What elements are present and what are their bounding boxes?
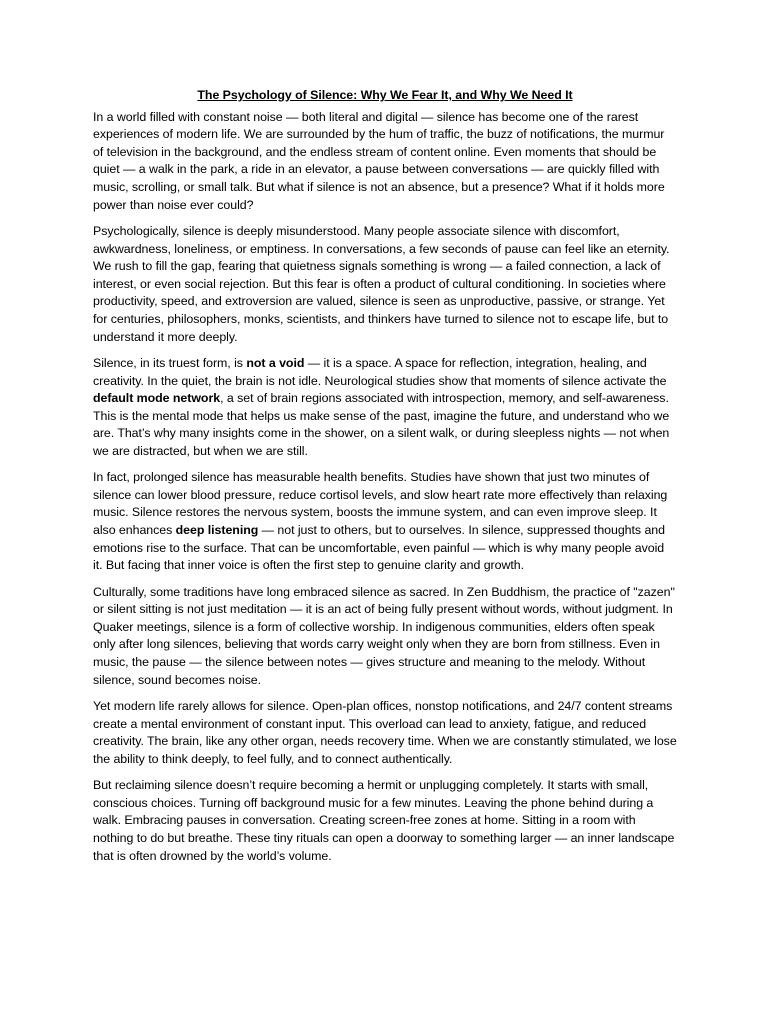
document-title: The Psychology of Silence: Why We Fear It, and Why We Need It	[197, 88, 573, 102]
paragraph-text: — it is a space. A space for reflection, integration, healing, and creativity. In the quiet, the brain is not idle. Neurological studies show that moments of silence activate the	[93, 355, 667, 388]
bold-phrase-default-mode-network: default mode network	[93, 391, 221, 406]
paragraph-culture: Culturally, some traditions have long embraced silence as sacred. In Zen Buddhism, the practice of "zazen" or silent sitting is not just meditation — it is an act of being fully present without words, without judgment. In Quaker meetings, silence is a form of collective worship. In indigenous communities, elders often speak only after long silences, believing that words carry weight only when they are born from stillness. Even in music, the pause — the silence between notes — gives structure and meaning to the melody. Without silence, sound becomes noise.	[93, 584, 675, 687]
paragraph-text: — not just to others, but to ourselves. In silence, suppressed thoughts and emotions rise to the surface. That can be uncomfortable, even painful — which is why many people avoid it. But facing that inner voice is often the first step to genuine clarity and growth.	[93, 523, 665, 573]
bold-phrase-not-a-void: not a void	[246, 355, 305, 370]
paragraph-text: In fact, prolonged silence has measurable health benefits. Studies have shown that just two minutes of silence can lower blood pressure, reduce cortisol levels, and slow heart rate more effectively than relaxing music. Silence restores the nervous system, boosts the immune system, and can even improve sleep. It also enhances	[93, 470, 668, 538]
paragraph-intro: In a world filled with constant noise — both literal and digital — silence has become one of the rarest experiences of modern life. We are surrounded by the hum of traffic, the buzz of notifications, the murmur of television in the background, and the endless stream of content online. Even moments that should be quiet — a walk in the park, a ride in an elevator, a pause between conversations — are quickly filled with music, scrolling, or small talk. But what if silence is not an absence, but a presence? What if it holds more power than noise ever could?	[93, 109, 665, 212]
bold-phrase-deep-listening: deep listening	[175, 523, 259, 538]
paragraph-modern-life: Yet modern life rarely allows for silence. Open-plan offices, nonstop notifications, and 24/7 content streams create a mental environment of constant input. This overload can lead to anxiety, fatigue, and reduced creativity. The brain, like any other organ, needs recovery time. When we are constantly stimulated, we lose the ability to think deeply, to feel fully, and to connect authentically.	[93, 698, 677, 766]
paragraph-not-a-void	[93, 355, 677, 461]
paragraph-text: Silence, in its truest form, is	[93, 355, 247, 370]
paragraph-reclaiming-silence: But reclaiming silence doesn’t require becoming a hermit or unplugging completely. It starts with small, conscious choices. Turning off background music for a few minutes. Leaving the phone behind during a walk. Embracing pauses in conversation. Creating screen-free zones at home. Sitting in a room with nothing to do but breathe. These tiny rituals can open a doorway to something larger — an inner landscape that is often drowned by the world’s volume.	[93, 778, 675, 863]
paragraph-psychology: Psychologically, silence is deeply misunderstood. Many people associate silence with discomfort, awkwardness, loneliness, or emptiness. In conversations, a few seconds of pause can feel like an eternity. We rush to fill the gap, fearing that quietness signals something is wrong — a failed connection, a lack of interest, or even social rejection. But this fear is often a product of cultural conditioning. In societies where productivity, speed, and extroversion are valued, silence is seen as unproductive, passive, or strange. Yet for centuries, philosophers, monks, scientists, and thinkers have turned to silence not to escape life, but to understand it more deeply.	[93, 223, 670, 344]
document-page	[93, 87, 677, 874]
paragraph-health-benefits	[93, 469, 677, 575]
paragraph-text: , a set of brain regions associated with introspection, memory, and self-awareness. This is the mental mode that helps us make sense of the past, imagine the future, and understand who we are. That’s why many insights come in the shower, on a silent walk, or during sleepless nights — not when we are distracted, but when we are still.	[93, 391, 670, 458]
